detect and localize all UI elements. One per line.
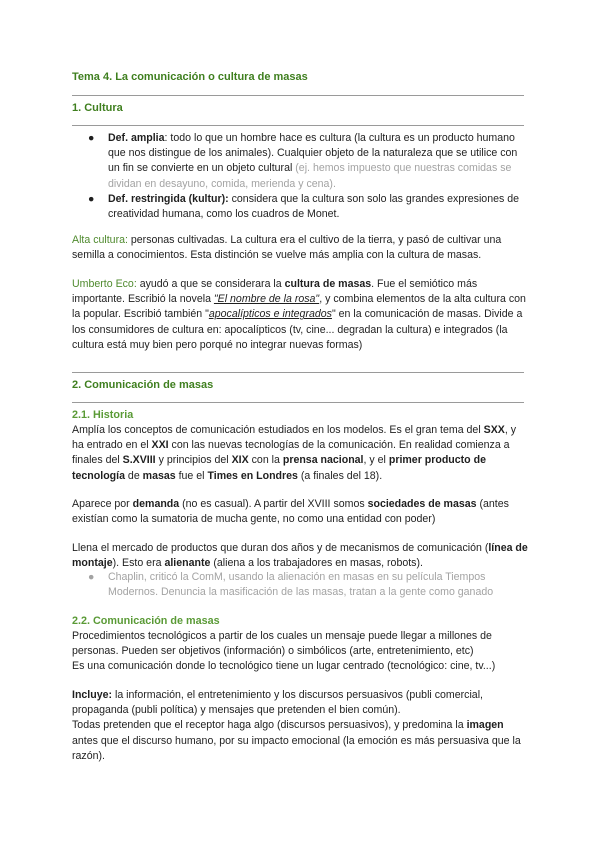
bold-text: Times en Londres bbox=[207, 469, 298, 482]
paragraph-text: (aliena a los trabajadores en masas, robots). bbox=[210, 557, 423, 570]
divider bbox=[72, 125, 524, 126]
bold-text: línea de montaje bbox=[72, 542, 528, 570]
paragraph-text: Es una comunicación donde lo tecnológico tiene un lugar centrado (tecnológico: cine, tv...) bbox=[72, 660, 496, 673]
book-title: apocalípticos e integrados bbox=[208, 308, 332, 321]
bold-text: primer producto de tecnología bbox=[72, 454, 486, 482]
paragraph-procedimientos bbox=[72, 629, 528, 675]
chaplin-list bbox=[88, 570, 528, 600]
book-title: "El nombre de la rosa" bbox=[213, 293, 320, 306]
paragraph-text: fue el bbox=[175, 469, 208, 482]
paragraph-demanda bbox=[72, 497, 528, 527]
paragraph-historia bbox=[72, 423, 528, 484]
bold-text: cultura de masas bbox=[284, 278, 372, 290]
paragraph-text: Aparece por bbox=[72, 498, 133, 510]
bullet-icon: ● bbox=[88, 192, 95, 205]
keyword-label: Alta cultura: bbox=[72, 234, 128, 246]
paragraph-text: de bbox=[124, 469, 143, 482]
bold-text: masas bbox=[142, 469, 176, 482]
bold-text: XXI bbox=[151, 439, 169, 452]
list-item-text: Chaplin, criticó la ComM, usando la alienación en masas en su película Tiempos Modernos. Denuncia la masificación de las masas, tratan a la gente como ganado bbox=[108, 571, 494, 599]
paragraph-text: con la bbox=[248, 454, 283, 467]
bold-text: SXX bbox=[483, 424, 505, 436]
bold-text: imagen bbox=[466, 719, 504, 732]
subsection-heading: 2.1. Historia bbox=[72, 409, 134, 421]
bold-text: Incluye: bbox=[72, 689, 113, 701]
page-title: Tema 4. La comunicación o cultura de masas bbox=[72, 71, 308, 83]
bullet-icon: ● bbox=[88, 571, 95, 583]
subsection-heading: 2.2. Comunicación de masas bbox=[72, 615, 220, 627]
paragraph-text: (no es casual). A partir del XVIII somos bbox=[179, 498, 368, 510]
term-label: Def. amplia bbox=[108, 132, 165, 144]
paragraph-text: Procedimientos tecnológicos a partir de los cuales un mensaje puede llegar a millones de personas. Pueden ser objetivos (información) o simbólicos (arte, entretenimiento, etc) bbox=[72, 630, 492, 658]
paragraph-mercado bbox=[72, 541, 528, 571]
paragraph-text: con las nuevas tecnologías de la comunicación. En realidad comienza a finales del bbox=[72, 439, 510, 467]
keyword-label: Umberto Eco: bbox=[72, 278, 137, 290]
paragraph-text: (a finales del 18). bbox=[297, 469, 383, 482]
list-item bbox=[88, 131, 528, 192]
paragraph-text: , y ha entrado en el bbox=[72, 424, 517, 452]
term-text: : todo lo que un hombre hace es cultura (la cultura es un producto humano que nos distingue de los animales). Cualquier objeto de la naturaleza que se utilice con un fin se convierte en un objeto cultural bbox=[108, 132, 518, 175]
bold-text: demanda bbox=[132, 498, 180, 510]
term-label: Def. restringida (kultur): bbox=[108, 192, 229, 205]
bold-text: prensa nacional bbox=[282, 454, 364, 467]
term-text: considera que la cultura son solo las grandes expresiones de creatividad humana, como los cuadros de Monet. bbox=[108, 192, 520, 221]
paragraph-text: antes que el discurso humano, por su impacto emocional (la emoción es más persuasiva que la razón). bbox=[72, 734, 521, 762]
paragraph-text: la información, el entretenimiento y los discursos persuasivos (publi comercial, propaganda (publi política) y mensajes que pretenden el bien común). bbox=[72, 689, 483, 717]
list-item bbox=[88, 570, 528, 600]
paragraph-incluye bbox=[72, 688, 528, 764]
paragraph-text: Amplía los conceptos de comunicación estudiados en los modelos. Es el gran tema del bbox=[72, 424, 484, 436]
bold-text: XIX bbox=[231, 454, 249, 467]
paragraph-umberto-eco bbox=[72, 277, 528, 353]
paragraph-text: y principios del bbox=[155, 454, 232, 467]
divider bbox=[72, 95, 524, 96]
paragraph-text: personas cultivadas. La cultura era el cultivo de la tierra, y pasó de cultivar una semilla a conocimientos. Esta distinción se vuelve más amplia con la cultura de masas. bbox=[72, 234, 502, 262]
bullet-icon: ● bbox=[88, 132, 95, 144]
paragraph-text: " en la comunicación de masas. Divide a los consumidores de cultura en: apocalípticos (tv, cine... degradan la cultura) e integrados (la cultura está muy bien pero porqué no integrar nuevas formas) bbox=[72, 308, 523, 351]
bold-text: alienante bbox=[164, 557, 211, 570]
example-text: (ej. hemos impuesto que nuestras comidas se dividan en desayuno, comida, merienda y cena). bbox=[108, 162, 512, 190]
paragraph-alta-cultura bbox=[72, 233, 528, 263]
list-item bbox=[88, 192, 528, 222]
paragraph-text: Llena el mercado de productos que duran dos años y de mecanismos de comunicación ( bbox=[72, 542, 489, 554]
section-1-heading: 1. Cultura bbox=[72, 102, 123, 114]
paragraph-text: ). Esto era bbox=[112, 557, 165, 570]
paragraph-text: (antes existían como la sumatoria de mucha gente, no como una entidad con poder) bbox=[72, 498, 509, 526]
bold-text: S.XVIII bbox=[122, 454, 156, 467]
paragraph-text: , y el bbox=[363, 454, 389, 467]
bold-text: sociedades de masas bbox=[367, 498, 477, 510]
divider bbox=[72, 372, 524, 373]
paragraph-text: Todas pretenden que el receptor haga algo (discursos persuasivos), y predomina la bbox=[72, 719, 467, 732]
paragraph-text: , y combina elementos de la alta cultura con la popular. Escribió también " bbox=[72, 293, 526, 321]
paragraph-text: ayudó a que se considerara la bbox=[136, 278, 285, 290]
section-2-heading: 2. Comunicación de masas bbox=[72, 379, 214, 391]
divider bbox=[72, 402, 524, 403]
definitions-list bbox=[88, 131, 528, 222]
paragraph-text: . Fue el semiótico más importante. Escribió la novela bbox=[72, 278, 478, 306]
